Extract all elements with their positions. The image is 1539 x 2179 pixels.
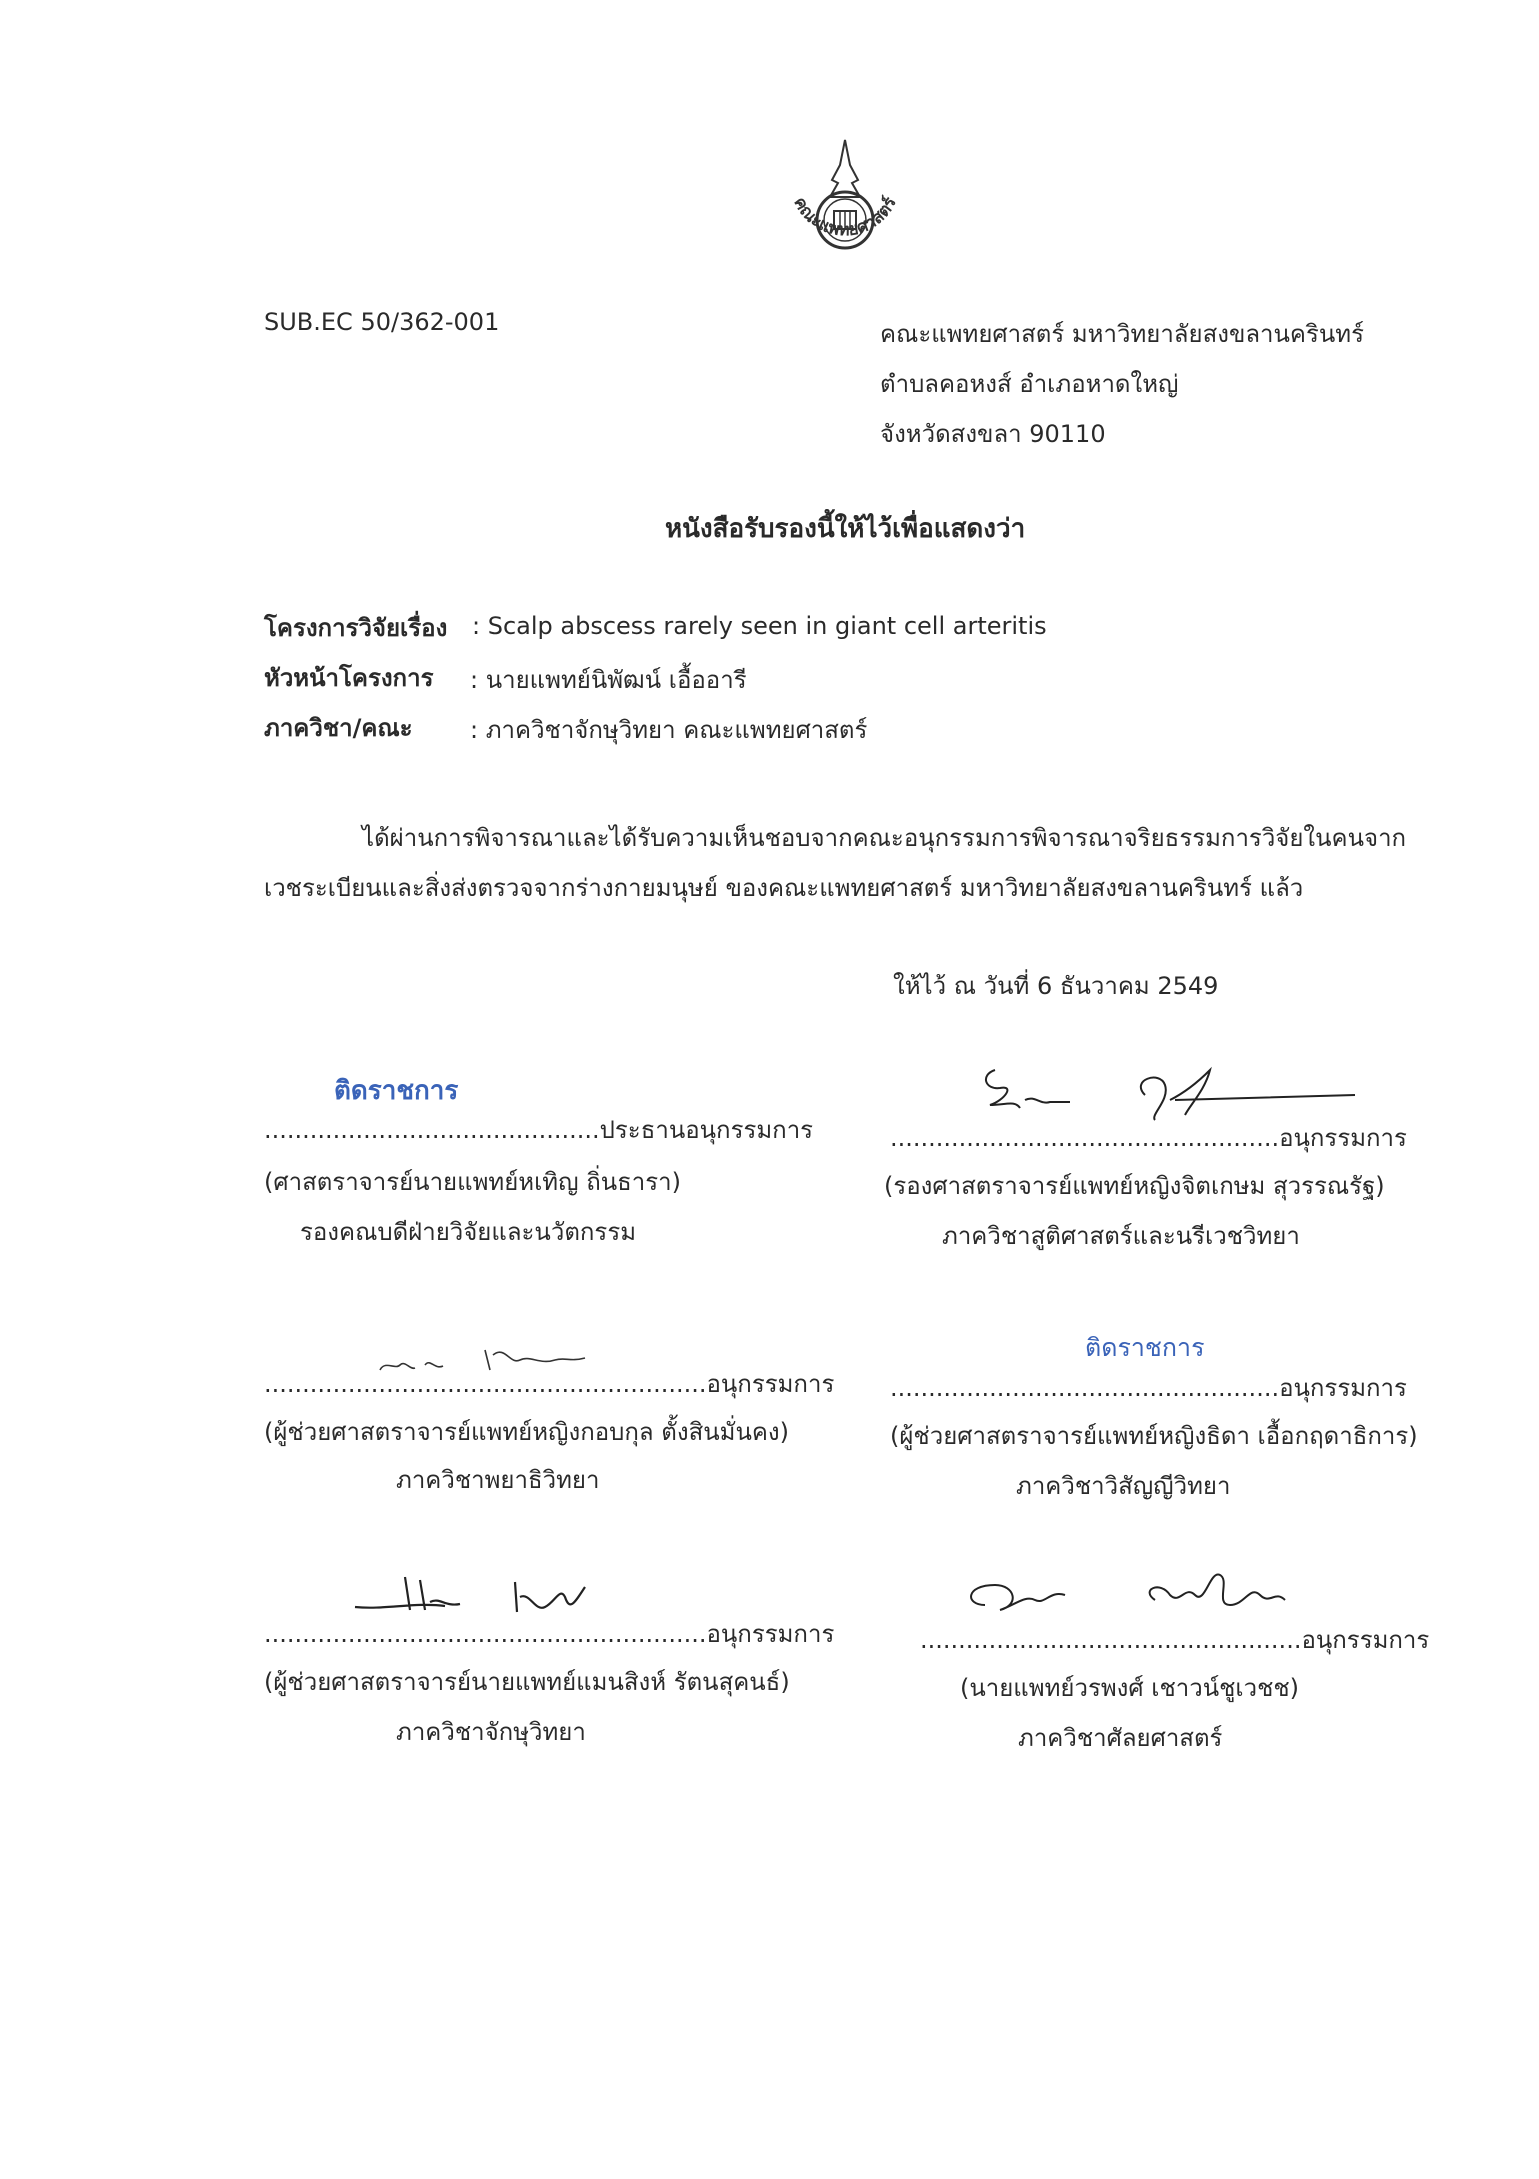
signature-line-1: ............................................ประธานอนุกรรมการ bbox=[264, 1116, 814, 1144]
body-line-2: เวชระเบียนและสิ่งส่งตรวจจากร่างกายมนุษย์ ของคณะแพทยศาสตร์ มหาวิทยาลัยสงขลานครินทร์ แล้ว bbox=[264, 874, 1304, 902]
address-line-3: จังหวัดสงขลา 90110 bbox=[880, 420, 1106, 448]
signature-line-4: ...................................................อนุกรรมการ bbox=[890, 1374, 1407, 1402]
signatory-name-2: (รองศาสตราจารย์แพทย์หญิงจิตเกษม สุวรรณรัฐ) bbox=[884, 1172, 1385, 1200]
signatory-name-5: (ผู้ช่วยศาสตราจารย์นายแพทย์แมนสิงห์ รัตนสุคนธ์) bbox=[264, 1668, 790, 1696]
signatory-position-6: ภาควิชาศัลยศาสตร์ bbox=[1018, 1724, 1223, 1752]
signatory-position-2: ภาควิชาสูติศาสตร์และนรีเวชวิทยา bbox=[942, 1222, 1300, 1250]
absent-stamp-2: ติดราชการ bbox=[1085, 1333, 1205, 1362]
signature-line-5: ..........................................................อนุกรรมการ bbox=[264, 1620, 835, 1648]
address-line-2: ตำบลคอหงส์ อำเภอหาดใหญ่ bbox=[880, 370, 1179, 398]
project-head-label: หัวหน้าโครงการ bbox=[264, 664, 434, 692]
project-title-value: : Scalp abscess rarely seen in giant cell arteritis bbox=[472, 612, 1047, 640]
signatory-name-6: (นายแพทย์วรพงศ์ เชาวน์ชูเวชช) bbox=[960, 1674, 1300, 1702]
project-title-label: โครงการวิจัยเรื่อง bbox=[264, 614, 448, 642]
issue-date: ให้ไว้ ณ วันที่ 6 ธันวาคม 2549 bbox=[893, 972, 1219, 1000]
absent-stamp-1: ติดราชการ bbox=[334, 1076, 459, 1106]
reference-number: SUB.EC 50/362-001 bbox=[264, 308, 500, 336]
document-title: หนังสือรับรองนี้ให้ไว้เพื่อแสดงว่า bbox=[665, 514, 1026, 544]
address-line-1: คณะแพทยศาสตร์ มหาวิทยาลัยสงขลานครินทร์ bbox=[880, 320, 1364, 348]
body-line-1: ได้ผ่านการพิจารณาและได้รับความเห็นชอบจากคณะอนุกรรมการพิจารณาจริยธรรมการวิจัยในคนจาก bbox=[362, 824, 1407, 852]
signatory-name-1: (ศาสตราจารย์นายแพทย์หเทิญ ถิ่นธารา) bbox=[264, 1168, 681, 1196]
seal-caption: คณะแพทยศาสตร์ bbox=[789, 193, 901, 241]
project-dept-label: ภาควิชา/คณะ bbox=[264, 714, 413, 742]
signatory-position-4: ภาควิชาวิสัญญีวิทยา bbox=[1016, 1472, 1231, 1500]
signatory-name-4: (ผู้ช่วยศาสตราจารย์แพทย์หญิงธิดา เอื้อกฤดาธิการ) bbox=[890, 1422, 1418, 1450]
signatory-position-1: รองคณบดีฝ่ายวิจัยและนวัตกรรม bbox=[300, 1218, 637, 1246]
signature-line-2: ...................................................อนุกรรมการ bbox=[890, 1124, 1407, 1152]
faculty-seal bbox=[770, 135, 920, 285]
signatory-name-3: (ผู้ช่วยศาสตราจารย์แพทย์หญิงกอบกุล ตั้งสินมั่นคง) bbox=[264, 1418, 789, 1446]
project-head-value: : นายแพทย์นิพัฒน์ เอื้ออารี bbox=[470, 666, 747, 694]
signatory-position-5: ภาควิชาจักษุวิทยา bbox=[396, 1718, 586, 1746]
project-dept-value: : ภาควิชาจักษุวิทยา คณะแพทยศาสตร์ bbox=[470, 716, 868, 744]
signature-line-3: ..........................................................อนุกรรมการ bbox=[264, 1370, 835, 1398]
signature-line-6: ..................................................อนุกรรมการ bbox=[920, 1626, 1430, 1654]
signatory-position-3: ภาควิชาพยาธิวิทยา bbox=[396, 1466, 600, 1494]
